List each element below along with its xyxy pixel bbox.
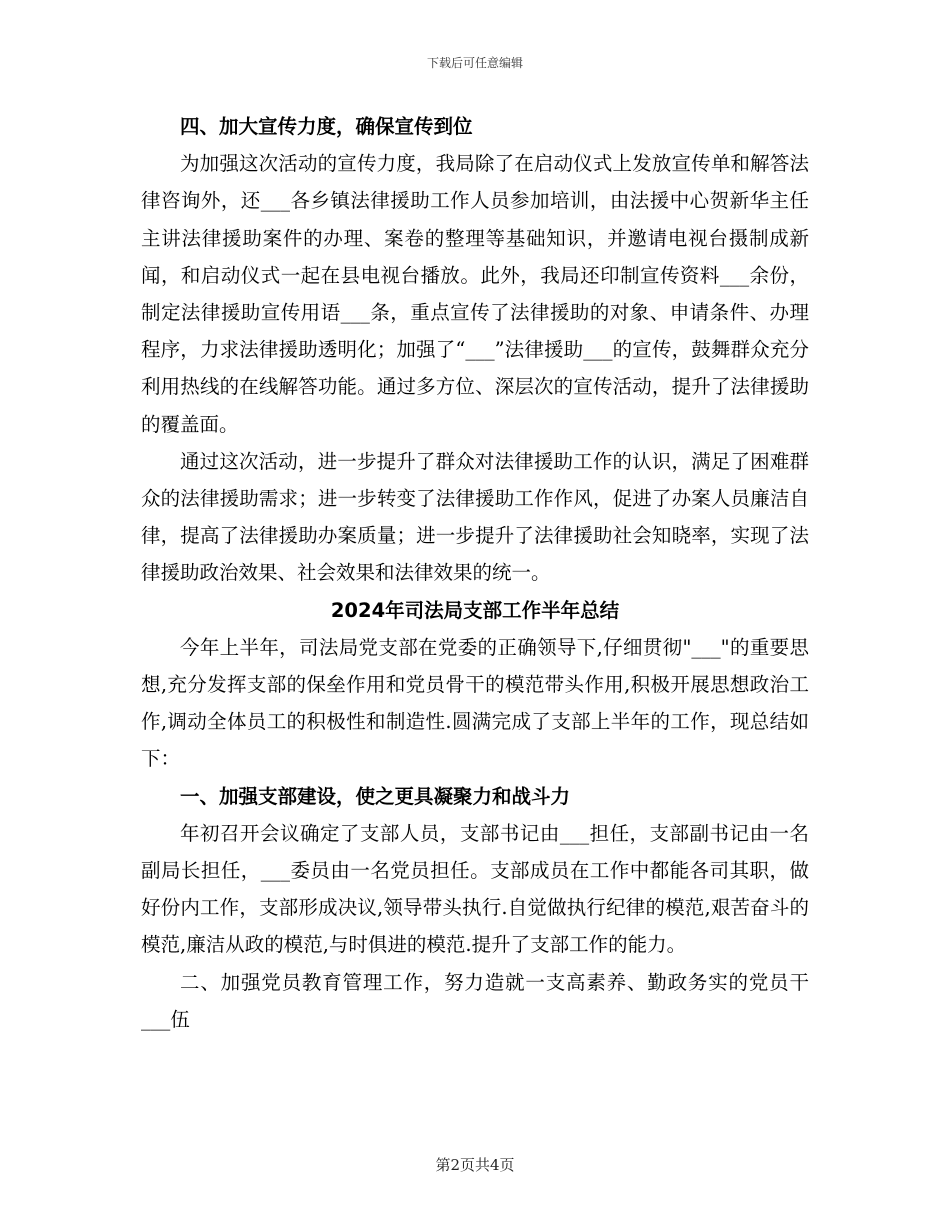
section-heading-2: 二、加强党员教育管理工作，努力造就一支高素养、勤政务实的党员干___伍 [141, 970, 809, 1031]
document-body [141, 108, 809, 1038]
paragraph-branch-building: 年初召开会议确定了支部人员，支部书记由___担任，支部副书记由一名副局长担任，___委员由一名党员担任。支部成员在工作中都能各司其职，做好份内工作，支部形成决议,领导带头执行.自觉做执行纪律的模范,艰苦奋斗的模范,廉洁从政的模范,与时俱进的模范.提升了支部工作的能力。 [141, 821, 809, 957]
section-heading-4: 四、加大宣传力度，确保宣传到位 [180, 115, 473, 138]
summary-title: 2024年司法局支部工作半年总结 [330, 598, 620, 622]
paragraph-publicity: 为加强这次活动的宣传力度，我局除了在启动仪式上发放宣传单和解答法律咨询外，还___各乡镇法律援助工作人员参加培训，由法援中心贺新华主任主讲法律援助案件的办理、案卷的整理等基础知识，并邀请电视台摄制成新闻，和启动仪式一起在县电视台播放。此外，我局还印制宣传资料___余份，制定法律援助宣传用语___条，重点宣传了法律援助的对象、申请条件、办理程序，力求法律援助透明化；加强了“___”法律援助___的宣传，鼓舞群众充分利用热线的在线解答功能。通过多方位、深层次的宣传活动，提升了法律援助的覆盖面。 [141, 152, 809, 436]
summary-intro: 今年上半年，司法局党支部在党委的正确领导下,仔细贯彻"___"的重要思想,充分发挥支部的保垒作用和党员骨干的模范带头作用,积极开展思想政治工作,调动全体员工的积极性和制造性.圆满完成了支部上半年的工作，现总结如下： [141, 635, 809, 771]
page-footer: 第2页共4页 [435, 1156, 515, 1174]
paragraph-results: 通过这次活动，进一步提升了群众对法律援助工作的认识，满足了困难群众的法律援助需求；进一步转变了法律援助工作作风，促进了办案人员廉洁自律，提高了法律援助办案质量；进一步提升了法律援助社会知晓率，实现了法律援助政治效果、社会效果和法律效果的统一。 [141, 449, 809, 585]
section-heading-1: 一、加强支部建设，使之更具凝聚力和战斗力 [180, 784, 571, 808]
page-header: 下载后可任意编辑 [426, 56, 523, 70]
